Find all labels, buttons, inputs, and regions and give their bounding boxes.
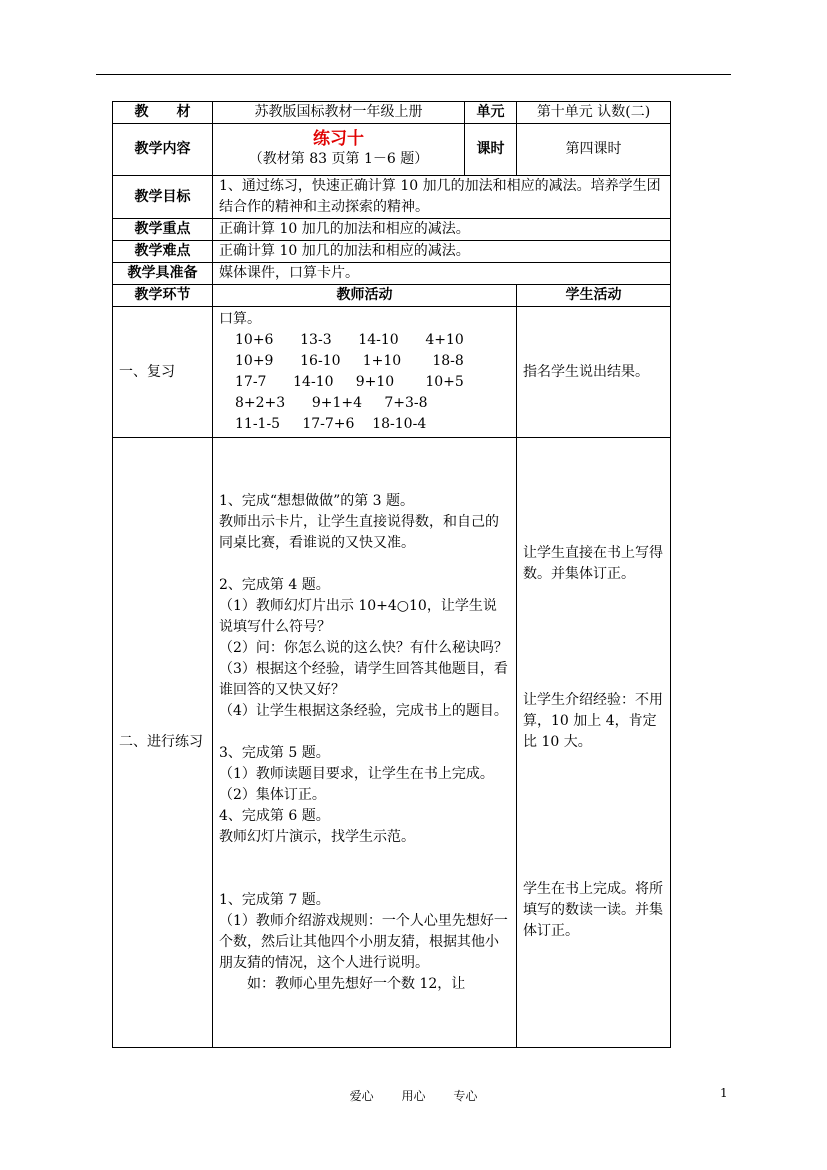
student-note-2: 让学生介绍经验：不用算，10 加上 4，肯定比 10 大。	[523, 692, 663, 750]
calc-row: 10+6 13-3 14-10 4+10	[235, 332, 464, 348]
p4-title: 2、完成第 4 题。	[219, 576, 330, 593]
practice-student	[517, 438, 671, 1048]
content-label: 教学内容	[113, 124, 213, 176]
p6-title: 4、完成第 6 题。	[219, 807, 330, 824]
difficulty-label: 教学难点	[113, 241, 213, 263]
row-practice	[113, 438, 671, 1048]
tools-text: 媒体课件，口算卡片。	[213, 263, 671, 285]
row-tools	[113, 263, 671, 285]
goal-text: 1、通过练习，快速正确计算 10 加几的加法和相应的减法。培养学生团结合作的精神和主动探索的精神。	[213, 176, 671, 219]
page-number: 1	[720, 1086, 728, 1100]
row-focus	[113, 219, 671, 241]
material-label: 教 材	[113, 102, 213, 124]
header-rule	[96, 74, 731, 75]
review-stage: 一、复习	[113, 307, 213, 438]
review-student: 指名学生说出结果。	[517, 307, 671, 438]
difficulty-text: 正确计算 10 加几的加法和相应的减法。	[213, 241, 671, 263]
p4-item-1: （1）教师幻灯片出示 10+4○10，让学生说说填写什么符号？	[219, 597, 497, 635]
student-note-3: 学生在书上完成。将所填写的数读一读。并集体订正。	[523, 881, 663, 939]
row-columns	[113, 285, 671, 307]
lesson-subtitle: （教材第 83 页第 1－6 题）	[248, 151, 429, 167]
student-note-1: 让学生直接在书上写得数。并集体订正。	[523, 545, 663, 582]
p6-body: 教师幻灯片演示，找学生示范。	[219, 828, 415, 845]
footer-word-2: 用心	[401, 1089, 426, 1103]
p5-item-2: （2）集体订正。	[219, 786, 326, 803]
spacer	[219, 722, 510, 743]
content-cell	[213, 124, 465, 176]
p5-title: 3、完成第 5 题。	[219, 744, 330, 761]
tools-label: 教学具准备	[113, 263, 213, 285]
goal-label: 教学目标	[113, 176, 213, 219]
p3-body: 教师出示卡片，让学生直接说得数，和自己的同桌比赛，看谁说的又快又准。	[219, 513, 499, 551]
footer	[0, 1087, 827, 1104]
row-difficulty	[113, 241, 671, 263]
p4-item-2: （2）问：你怎么说的这么快？有什么秘诀吗？	[219, 639, 508, 656]
lesson-plan-table	[112, 101, 671, 1048]
lesson-title: 练习十	[313, 129, 364, 149]
col-teacher: 教师活动	[213, 285, 517, 307]
p7-title: 1、完成第 7 题。	[219, 891, 330, 908]
col-stage: 教学环节	[113, 285, 213, 307]
focus-text: 正确计算 10 加几的加法和相应的减法。	[213, 219, 671, 241]
p4-item-3: （3）根据这个经验，请学生回答其他题目，看谁回答的又快又好？	[219, 660, 508, 698]
row-content	[113, 124, 671, 176]
row-goal	[113, 176, 671, 219]
material-value: 苏教版国标教材一年级上册	[213, 102, 465, 124]
calc-row: 10+9 16-10 1+10 18-8	[235, 353, 464, 369]
row-material	[113, 102, 671, 124]
review-heading: 口算。	[219, 311, 261, 327]
calc-row: 8+2+3 9+1+4 7+3-8	[235, 395, 428, 411]
row-review	[113, 307, 671, 438]
calc-row: 17-7 14-10 9+10 10+5	[235, 374, 464, 390]
footer-word-1: 爱心	[349, 1089, 374, 1103]
unit-label: 单元	[465, 102, 517, 124]
p4-item-4: （4）让学生根据这条经验，完成书上的题目。	[219, 702, 508, 719]
spacer	[219, 554, 510, 575]
spacer	[219, 848, 510, 869]
practice-stage: 二、进行练习	[113, 438, 213, 1048]
spacer	[219, 869, 510, 890]
focus-label: 教学重点	[113, 219, 213, 241]
period-label: 课时	[465, 124, 517, 176]
p7-item-1: （1）教师介绍游戏规则：一个人心里先想好一个数，然后让其他四个小朋友猜，根据其他小朋友猜的情况，这个人进行说明。	[219, 912, 508, 971]
footer-word-3: 专心	[453, 1089, 478, 1103]
p5-item-1: （1）教师读题目要求，让学生在书上完成。	[219, 765, 494, 782]
p7-item-2: 如：教师心里先想好一个数 12，让	[219, 975, 466, 992]
unit-value: 第十单元 认数(二)	[517, 102, 671, 124]
p3-title: 1、完成“想想做做”的第 3 题。	[219, 492, 415, 509]
period-value: 第四课时	[517, 124, 671, 176]
calc-row: 11-1-5 17-7+6 18-10-4	[235, 416, 427, 432]
col-student: 学生活动	[517, 285, 671, 307]
review-teacher	[213, 307, 517, 438]
practice-teacher	[213, 438, 517, 1048]
